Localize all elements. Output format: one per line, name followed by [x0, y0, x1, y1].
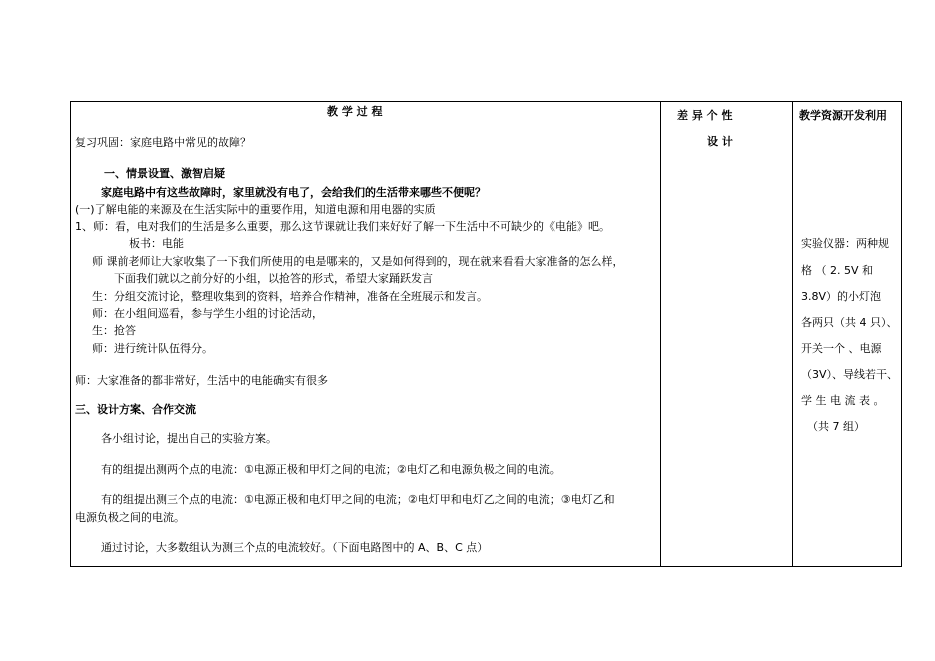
resource-line: 格 （ 2. 5V 和: [801, 264, 874, 277]
group-discussion-line: 各小组讨论，提出自己的实验方案。: [101, 432, 277, 445]
conclusion-line: 通过讨论，大多数组认为测三个点的电流较好。（下面电路图中的 A、B、C 点）: [101, 541, 489, 554]
column-divider-1: [660, 102, 661, 566]
teacher-line-2b: 下面我们就以之前分好的小组，以抢答的形式，希望大家踊跃发言: [114, 272, 433, 285]
resource-line: 3.8V）的小灯泡: [801, 290, 882, 303]
teacher-line-2: 师 课前老师让大家收集了一下我们所使用的电是哪来的，又是如何得到的，现在就来看看大家准备的怎么样，: [92, 255, 624, 268]
header-differentiated-design-line1: 差 异 个 性: [677, 109, 733, 122]
teacher-line-5: 师：大家准备的都非常好，生活中的电能确实有很多: [75, 374, 328, 387]
column-divider-2: [792, 102, 793, 566]
teacher-line-3: 师：在小组间巡看，参与学生小组的讨论活动，: [92, 307, 323, 320]
teacher-line-4: 师：进行统计队伍得分。: [92, 342, 213, 355]
header-resource-development: 教学资源开发利用: [799, 109, 887, 122]
blackboard-line: 板书：电能: [129, 237, 184, 250]
section-heading-1: 一、情景设置、激智启疑: [104, 167, 225, 180]
resource-line: 各两只（共 4 只）、: [801, 316, 898, 329]
resource-line: （共 7 组）: [807, 420, 865, 433]
teacher-line-1: 1、师：看，电对我们的生活是多么重要，那么这节课就让我们来好好了解一下生活中不可缺少的《电能》吧。: [75, 220, 610, 233]
three-point-line: 有的组提出测三个点的电流：①电源正极和电灯甲之间的电流；②电灯甲和电灯乙之间的电流；③电灯乙和: [101, 493, 615, 506]
three-point-line-cont: 电源负极之间的电流。: [75, 511, 185, 524]
student-line-1: 生：分组交流讨论，整理收集到的资料，培养合作精神，准备在全班展示和发言。: [92, 290, 488, 303]
review-line: 复习巩固：家庭电路中常见的故障？: [75, 136, 251, 149]
resource-line: 开关一个 、电源: [801, 342, 882, 355]
objective-line: (一)了解电能的来源及在生活实际中的重要作用，知道电源和用电器的实质: [75, 203, 436, 216]
header-differentiated-design-line2: 设 计: [707, 135, 733, 148]
resource-line: （3V）、导线若干、: [801, 368, 899, 381]
two-point-line: 有的组提出测两个点的电流：①电源正极和甲灯之间的电流；②电灯乙和电源负极之间的电流。: [101, 463, 561, 476]
resource-line: 实验仪器：两种规: [801, 237, 889, 250]
section-heading-3: 三、设计方案、合作交流: [75, 403, 196, 416]
question-line: 家庭电路中有这些故障时，家里就没有电了，会给我们的生活带来哪些不便呢？: [101, 186, 486, 199]
student-line-2: 生：抢答: [92, 324, 136, 337]
resource-line: 学 生 电 流 表 。: [801, 394, 885, 407]
header-teaching-process: 教 学 过 程: [327, 105, 383, 118]
